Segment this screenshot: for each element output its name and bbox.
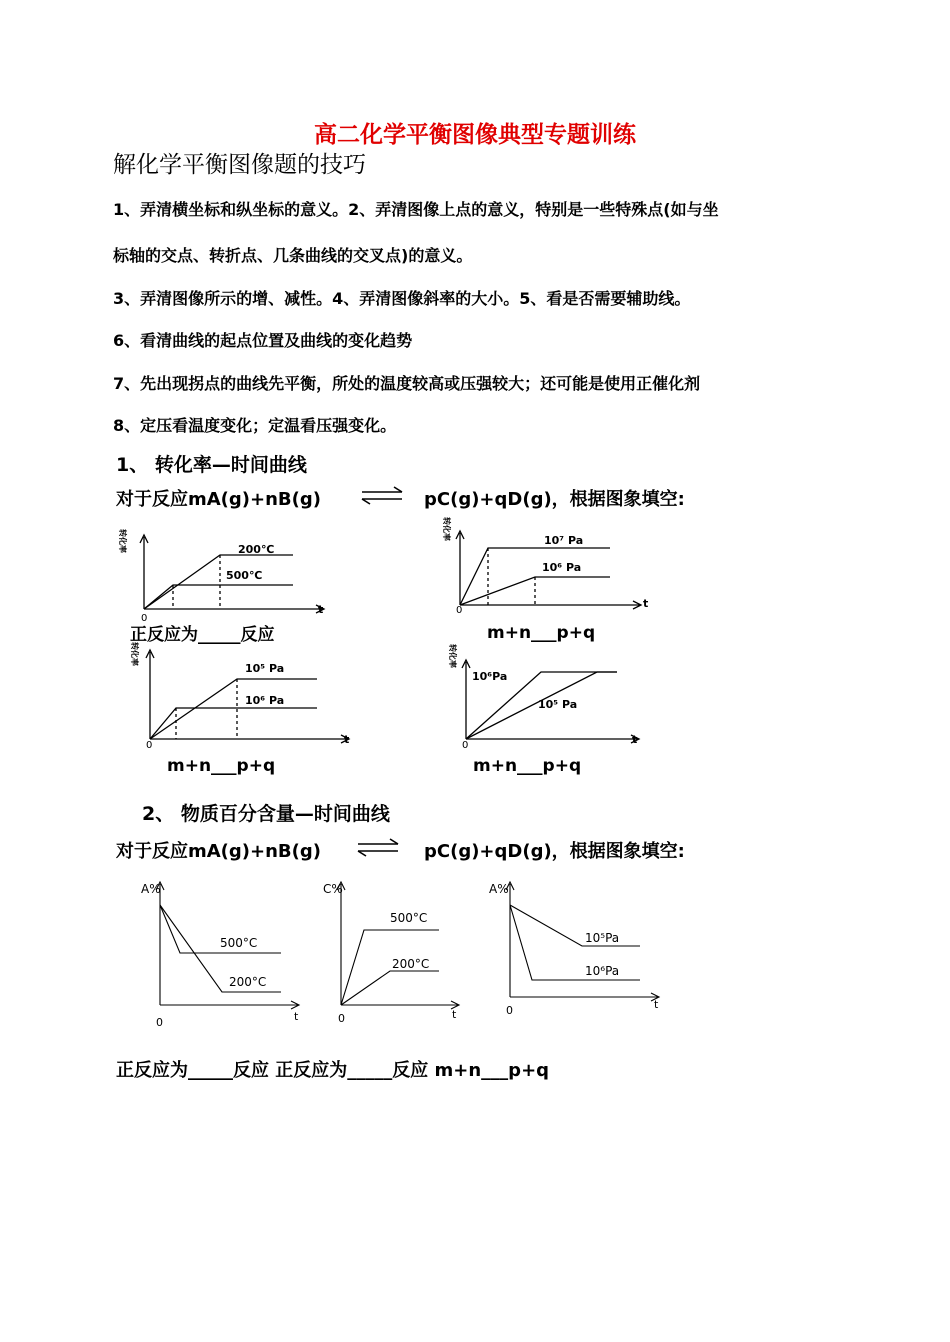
- section1-reaction-right: pC(g)+qD(g)，根据图象填空:: [424, 489, 685, 510]
- x-axis-label: t: [643, 597, 649, 610]
- series-label-1e5Pa: 10⁵ Pa: [538, 698, 578, 711]
- x-axis-label: t: [344, 733, 350, 746]
- series-label-1e6Pa: 10⁶Pa: [585, 964, 620, 978]
- subtitle: 解化学平衡图像题的技巧: [113, 152, 366, 178]
- chart-conversion-pressure-c: [442, 642, 662, 752]
- tip-line-6: 8、定压看温度变化；定温看压强变化。: [113, 416, 397, 435]
- chart-conversion-pressure-a: [440, 515, 660, 615]
- origin-label: 0: [156, 1016, 163, 1029]
- section2-reaction-right: pC(g)+qD(g)，根据图象填空:: [424, 841, 685, 862]
- series-label-200C: 200°C: [229, 975, 267, 989]
- x-axis-label: t: [294, 1010, 299, 1023]
- x-axis-label: t: [318, 603, 324, 616]
- y-axis-label: A%: [141, 882, 161, 896]
- x-axis-label: t: [452, 1008, 457, 1021]
- y-axis-label: C%: [323, 882, 343, 896]
- series-1e5Pa-line: [510, 905, 640, 946]
- chart-A-percent-pressure: [486, 880, 666, 1020]
- section2-reaction-left: 对于反应mA(g)+nB(g): [116, 841, 321, 862]
- chart-conversion-pressure-b: [120, 642, 360, 752]
- x-axis-label: t: [632, 733, 638, 746]
- series-label-1e5Pa: 10⁵Pa: [585, 931, 620, 945]
- series-label-1e6Pa: 10⁶ Pa: [245, 694, 285, 707]
- y-axis-label: A%: [489, 882, 509, 896]
- section2-heading: 2、 物质百分含量—时间曲线: [142, 803, 390, 825]
- blank-b[interactable]: m+n___p+q: [487, 623, 596, 643]
- y-axis-label: 转化率: [118, 529, 127, 553]
- page-title: 高二化学平衡图像典型专题训练: [314, 122, 636, 148]
- series-label-200C: 200°C: [392, 957, 430, 971]
- tip-line-4: 6、看清曲线的起点位置及曲线的变化趋势: [113, 331, 413, 350]
- series-label-1e6Pa: 10⁶Pa: [472, 670, 508, 683]
- equilibrium-arrow-icon: [358, 484, 408, 506]
- y-axis-label: 转化率: [448, 644, 457, 668]
- series-200C-line: [144, 555, 293, 609]
- origin-label: 0: [462, 740, 469, 751]
- blank-a[interactable]: 正反应为_____反应: [130, 625, 275, 645]
- tip-line-5: 7、先出现拐点的曲线先平衡，所处的温度较高或压强较大；还可能是使用正催化剂: [113, 374, 701, 393]
- series-label-500C: 500℃: [226, 569, 263, 582]
- blank-d[interactable]: m+n___p+q: [473, 756, 582, 776]
- tip-line-1: 1、弄清横坐标和纵坐标的意义。2、弄清图像上点的意义，特别是一些特殊点(如与坐: [113, 200, 719, 219]
- section2-blanks[interactable]: 正反应为_____反应 正反应为_____反应 m+n___p+q: [116, 1060, 550, 1081]
- series-200C-line: [341, 971, 439, 1005]
- section1-reaction-left: 对于反应mA(g)+nB(g): [116, 489, 321, 510]
- origin-label: 0: [456, 605, 463, 616]
- section1-heading: 1、 转化率—时间曲线: [116, 454, 307, 476]
- chart-conversion-temperature: [108, 517, 348, 627]
- series-label-1e5Pa: 10⁵ Pa: [245, 662, 285, 675]
- equilibrium-arrow-icon: [354, 836, 404, 858]
- tip-line-2: 标轴的交点、转折点、几条曲线的交叉点)的意义。: [113, 246, 473, 265]
- origin-label: 0: [141, 613, 148, 624]
- origin-label: 0: [506, 1004, 513, 1017]
- x-axis-label: t: [654, 998, 659, 1011]
- y-axis-label: 转化率: [442, 517, 451, 541]
- series-label-1e6Pa: 10⁶ Pa: [542, 561, 582, 574]
- series-label-200C: 200℃: [238, 543, 275, 556]
- series-1e6Pa-line: [150, 708, 317, 739]
- blank-c[interactable]: m+n___p+q: [167, 756, 276, 776]
- y-axis-label: 转化率: [130, 642, 139, 666]
- chart-A-percent-temperature: [138, 880, 310, 1030]
- series-label-500C: 500°C: [220, 936, 258, 950]
- series-label-500C: 500°C: [390, 911, 428, 925]
- series-500C-line: [144, 585, 293, 609]
- series-label-1e7Pa: 10⁷ Pa: [544, 534, 584, 547]
- origin-label: 0: [146, 740, 153, 751]
- origin-label: 0: [338, 1012, 345, 1025]
- tip-line-3: 3、弄清图像所示的增、减性。4、弄清图像斜率的大小。5、看是否需要辅助线。: [113, 289, 691, 308]
- chart-C-percent-temperature: [320, 880, 470, 1030]
